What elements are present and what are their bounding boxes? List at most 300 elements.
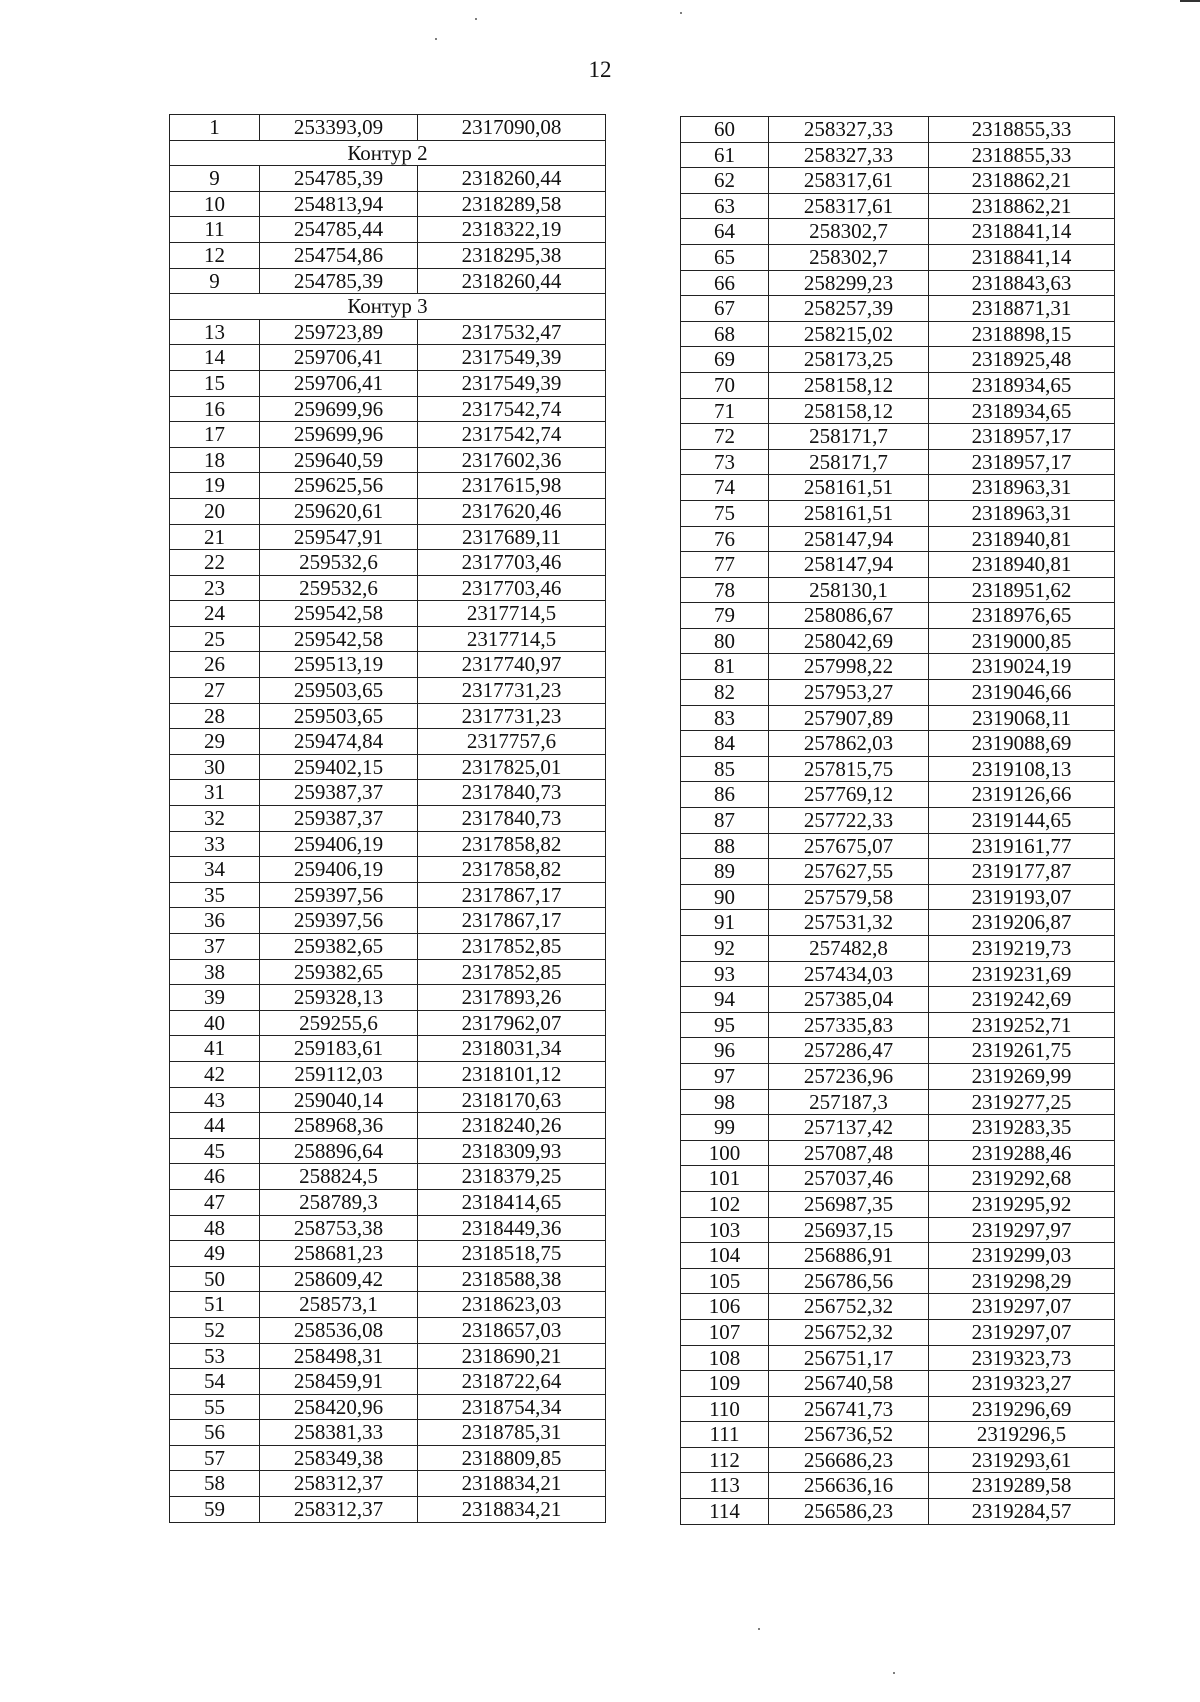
y-coordinate-cell: 2319193,07 [929,884,1115,910]
x-coordinate-cell: 254754,86 [260,242,418,268]
x-coordinate-cell: 257907,89 [769,705,929,731]
point-number-cell: 21 [170,524,260,550]
x-coordinate-cell: 257998,22 [769,654,929,680]
y-coordinate-cell: 2318963,31 [929,500,1115,526]
x-coordinate-cell: 259397,56 [260,882,418,908]
point-number-cell: 42 [170,1061,260,1087]
point-number-cell: 89 [681,859,769,885]
x-coordinate-cell: 258968,36 [260,1113,418,1139]
coordinates-table-left [169,114,606,1523]
x-coordinate-cell: 254785,44 [260,217,418,243]
table-row [170,1164,606,1190]
scan-speck [435,38,437,40]
x-coordinate-cell: 259513,19 [260,652,418,678]
y-coordinate-cell: 2319288,46 [929,1140,1115,1166]
table-row [170,550,606,576]
point-number-cell: 99 [681,1115,769,1141]
point-number-cell: 35 [170,882,260,908]
y-coordinate-cell: 2318518,75 [418,1241,606,1267]
x-coordinate-cell: 257675,07 [769,833,929,859]
table-row [170,1189,606,1215]
point-number-cell: 92 [681,936,769,962]
point-number-cell: 98 [681,1089,769,1115]
x-coordinate-cell: 259382,65 [260,959,418,985]
table-row [681,1371,1115,1397]
x-coordinate-cell: 258147,94 [769,552,929,578]
point-number-cell: 114 [681,1499,769,1525]
table-row [170,908,606,934]
point-number-cell: 28 [170,703,260,729]
x-coordinate-cell: 259387,37 [260,780,418,806]
y-coordinate-cell: 2318843,63 [929,270,1115,296]
y-coordinate-cell: 2317840,73 [418,780,606,806]
point-number-cell: 23 [170,575,260,601]
table-row [681,526,1115,552]
table-row [170,626,606,652]
y-coordinate-cell: 2318623,03 [418,1292,606,1318]
x-coordinate-cell: 258609,42 [260,1266,418,1292]
table-row [681,756,1115,782]
point-number-cell: 48 [170,1215,260,1241]
table-row [170,575,606,601]
y-coordinate-cell: 2318657,03 [418,1317,606,1343]
coordinates-table-right [680,116,1115,1525]
x-coordinate-cell: 259699,96 [260,422,418,448]
point-number-cell: 81 [681,654,769,680]
y-coordinate-cell: 2317852,85 [418,959,606,985]
point-number-cell: 15 [170,370,260,396]
table-row [170,1445,606,1471]
point-number-cell: 76 [681,526,769,552]
table-row [170,370,606,396]
point-number-cell: 67 [681,296,769,322]
y-coordinate-cell: 2319242,69 [929,987,1115,1013]
table-row [170,1138,606,1164]
point-number-cell: 1 [170,115,260,141]
point-number-cell: 27 [170,678,260,704]
x-coordinate-cell: 256786,56 [769,1268,929,1294]
x-coordinate-cell: 259406,19 [260,831,418,857]
point-number-cell: 105 [681,1268,769,1294]
table-row [170,652,606,678]
y-coordinate-cell: 2319219,73 [929,936,1115,962]
y-coordinate-cell: 2318862,21 [929,193,1115,219]
table-row [170,473,606,499]
point-number-cell: 102 [681,1191,769,1217]
y-coordinate-cell: 2318289,58 [418,191,606,217]
y-coordinate-cell: 2318414,65 [418,1189,606,1215]
point-number-cell: 30 [170,754,260,780]
table-row [681,347,1115,373]
y-coordinate-cell: 2319269,99 [929,1063,1115,1089]
point-number-cell: 79 [681,603,769,629]
y-coordinate-cell: 2317962,07 [418,1010,606,1036]
x-coordinate-cell: 259112,03 [260,1061,418,1087]
point-number-cell: 50 [170,1266,260,1292]
y-coordinate-cell: 2317893,26 [418,985,606,1011]
y-coordinate-cell: 2317858,82 [418,831,606,857]
x-coordinate-cell: 258349,38 [260,1445,418,1471]
point-number-cell: 22 [170,550,260,576]
x-coordinate-cell: 259699,96 [260,396,418,422]
point-number-cell: 14 [170,345,260,371]
table-row [681,1191,1115,1217]
point-number-cell: 39 [170,985,260,1011]
y-coordinate-cell: 2319277,25 [929,1089,1115,1115]
x-coordinate-cell: 259547,91 [260,524,418,550]
point-number-cell: 94 [681,987,769,1013]
point-number-cell: 106 [681,1294,769,1320]
y-coordinate-cell: 2318940,81 [929,552,1115,578]
point-number-cell: 87 [681,808,769,834]
table-row [170,447,606,473]
scan-speck [475,18,477,20]
y-coordinate-cell: 2317867,17 [418,908,606,934]
table-row [170,857,606,883]
point-number-cell: 37 [170,934,260,960]
y-coordinate-cell: 2318809,85 [418,1445,606,1471]
point-number-cell: 95 [681,1012,769,1038]
table-row [170,601,606,627]
y-coordinate-cell: 2318940,81 [929,526,1115,552]
y-coordinate-cell: 2317532,47 [418,319,606,345]
x-coordinate-cell: 259532,6 [260,575,418,601]
point-number-cell: 60 [681,117,769,143]
point-number-cell: 97 [681,1063,769,1089]
point-number-cell: 40 [170,1010,260,1036]
table-row [681,1038,1115,1064]
table-row [170,754,606,780]
table-row [681,577,1115,603]
point-number-cell: 113 [681,1473,769,1499]
x-coordinate-cell: 258147,94 [769,526,929,552]
y-coordinate-cell: 2318862,21 [929,168,1115,194]
table-row [681,961,1115,987]
x-coordinate-cell: 259397,56 [260,908,418,934]
point-number-cell: 11 [170,217,260,243]
x-coordinate-cell: 259503,65 [260,703,418,729]
point-number-cell: 26 [170,652,260,678]
point-number-cell: 46 [170,1164,260,1190]
point-number-cell: 9 [170,268,260,294]
y-coordinate-cell: 2319297,07 [929,1294,1115,1320]
table-row [681,500,1115,526]
y-coordinate-cell: 2319295,92 [929,1191,1115,1217]
x-coordinate-cell: 257627,55 [769,859,929,885]
table-row [681,193,1115,219]
y-coordinate-cell: 2319108,13 [929,756,1115,782]
point-number-cell: 56 [170,1420,260,1446]
point-number-cell: 53 [170,1343,260,1369]
y-coordinate-cell: 2317858,82 [418,857,606,883]
table-row [170,217,606,243]
y-coordinate-cell: 2318754,34 [418,1394,606,1420]
y-coordinate-cell: 2318031,34 [418,1036,606,1062]
point-number-cell: 85 [681,756,769,782]
y-coordinate-cell: 2318871,31 [929,296,1115,322]
point-number-cell: 13 [170,319,260,345]
y-coordinate-cell: 2317825,01 [418,754,606,780]
x-coordinate-cell: 259542,58 [260,601,418,627]
x-coordinate-cell: 257286,47 [769,1038,929,1064]
y-coordinate-cell: 2319296,5 [929,1422,1115,1448]
x-coordinate-cell: 259706,41 [260,345,418,371]
point-number-cell: 72 [681,424,769,450]
table-row [170,422,606,448]
point-number-cell: 78 [681,577,769,603]
table-row [681,1473,1115,1499]
point-number-cell: 17 [170,422,260,448]
x-coordinate-cell: 256586,23 [769,1499,929,1525]
point-number-cell: 64 [681,219,769,245]
x-coordinate-cell: 259706,41 [260,370,418,396]
x-coordinate-cell: 256741,73 [769,1396,929,1422]
y-coordinate-cell: 2317731,23 [418,678,606,704]
y-coordinate-cell: 2318260,44 [418,268,606,294]
table-row [681,244,1115,270]
x-coordinate-cell: 259040,14 [260,1087,418,1113]
point-number-cell: 71 [681,398,769,424]
y-coordinate-cell: 2318722,64 [418,1369,606,1395]
y-coordinate-cell: 2317615,98 [418,473,606,499]
table-row [170,934,606,960]
y-coordinate-cell: 2317867,17 [418,882,606,908]
x-coordinate-cell: 258498,31 [260,1343,418,1369]
table-row [681,321,1115,347]
point-number-cell: 47 [170,1189,260,1215]
y-coordinate-cell: 2319126,66 [929,782,1115,808]
x-coordinate-cell: 257815,75 [769,756,929,782]
table-row [681,884,1115,910]
table-row [170,780,606,806]
y-coordinate-cell: 2317852,85 [418,934,606,960]
x-coordinate-cell: 258215,02 [769,321,929,347]
y-coordinate-cell: 2317757,6 [418,729,606,755]
table-row [170,678,606,704]
table-row [681,475,1115,501]
table-row [681,987,1115,1013]
x-coordinate-cell: 258896,64 [260,1138,418,1164]
table-row [681,449,1115,475]
y-coordinate-cell: 2319297,07 [929,1319,1115,1345]
y-coordinate-cell: 2318898,15 [929,321,1115,347]
table-row [681,1345,1115,1371]
table-row [170,1317,606,1343]
y-coordinate-cell: 2319144,65 [929,808,1115,834]
point-number-cell: 101 [681,1166,769,1192]
table-row [170,806,606,832]
y-coordinate-cell: 2317731,23 [418,703,606,729]
point-number-cell: 88 [681,833,769,859]
x-coordinate-cell: 258459,91 [260,1369,418,1395]
y-coordinate-cell: 2318957,17 [929,449,1115,475]
table-row [170,1113,606,1139]
x-coordinate-cell: 256987,35 [769,1191,929,1217]
point-number-cell: 32 [170,806,260,832]
x-coordinate-cell: 259625,56 [260,473,418,499]
x-coordinate-cell: 258158,12 [769,372,929,398]
table-row [681,1140,1115,1166]
y-coordinate-cell: 2318240,26 [418,1113,606,1139]
table-row [681,1319,1115,1345]
y-coordinate-cell: 2317703,46 [418,550,606,576]
table-row [681,1115,1115,1141]
table-row [681,372,1115,398]
x-coordinate-cell: 259474,84 [260,729,418,755]
x-coordinate-cell: 257335,83 [769,1012,929,1038]
y-coordinate-cell: 2318855,33 [929,117,1115,143]
point-number-cell: 54 [170,1369,260,1395]
point-number-cell: 38 [170,959,260,985]
contour-header-row [170,140,606,166]
x-coordinate-cell: 259382,65 [260,934,418,960]
x-coordinate-cell: 258161,51 [769,500,929,526]
x-coordinate-cell: 259640,59 [260,447,418,473]
table-row [681,680,1115,706]
point-number-cell: 55 [170,1394,260,1420]
x-coordinate-cell: 254813,94 [260,191,418,217]
point-number-cell: 112 [681,1447,769,1473]
y-coordinate-cell: 2318449,36 [418,1215,606,1241]
table-row [170,1087,606,1113]
point-number-cell: 90 [681,884,769,910]
point-number-cell: 59 [170,1497,260,1523]
x-coordinate-cell: 258327,33 [769,142,929,168]
y-coordinate-cell: 2317090,08 [418,115,606,141]
point-number-cell: 65 [681,244,769,270]
scan-speck [758,1628,760,1630]
contour-header-row [170,294,606,320]
x-coordinate-cell: 258420,96 [260,1394,418,1420]
table-row [681,270,1115,296]
x-coordinate-cell: 257037,46 [769,1166,929,1192]
x-coordinate-cell: 259620,61 [260,498,418,524]
x-coordinate-cell: 258317,61 [769,193,929,219]
contour-label: Контур 3 [170,294,606,320]
x-coordinate-cell: 257862,03 [769,731,929,757]
table-row [681,1166,1115,1192]
table-row [681,859,1115,885]
y-coordinate-cell: 2319299,03 [929,1243,1115,1269]
point-number-cell: 100 [681,1140,769,1166]
table-row [170,1215,606,1241]
table-row [681,833,1115,859]
point-number-cell: 19 [170,473,260,499]
point-number-cell: 93 [681,961,769,987]
x-coordinate-cell: 259406,19 [260,857,418,883]
point-number-cell: 96 [681,1038,769,1064]
point-number-cell: 69 [681,347,769,373]
y-coordinate-cell: 2319206,87 [929,910,1115,936]
y-coordinate-cell: 2318588,38 [418,1266,606,1292]
table-row [681,782,1115,808]
y-coordinate-cell: 2318934,65 [929,398,1115,424]
x-coordinate-cell: 257482,8 [769,936,929,962]
table-row [170,319,606,345]
x-coordinate-cell: 258302,7 [769,219,929,245]
table-row [170,396,606,422]
table-row [681,936,1115,962]
x-coordinate-cell: 257385,04 [769,987,929,1013]
x-coordinate-cell: 256736,52 [769,1422,929,1448]
x-coordinate-cell: 258381,33 [260,1420,418,1446]
point-number-cell: 110 [681,1396,769,1422]
point-number-cell: 49 [170,1241,260,1267]
table-row [681,1447,1115,1473]
table-row [681,654,1115,680]
table-row [170,729,606,755]
table-row [170,1292,606,1318]
point-number-cell: 84 [681,731,769,757]
y-coordinate-cell: 2319177,87 [929,859,1115,885]
x-coordinate-cell: 257434,03 [769,961,929,987]
table-row [170,242,606,268]
point-number-cell: 103 [681,1217,769,1243]
y-coordinate-cell: 2319284,57 [929,1499,1115,1525]
table-row [170,498,606,524]
x-coordinate-cell: 259255,6 [260,1010,418,1036]
y-coordinate-cell: 2319298,29 [929,1268,1115,1294]
x-coordinate-cell: 259542,58 [260,626,418,652]
y-coordinate-cell: 2319046,66 [929,680,1115,706]
table-row [681,1063,1115,1089]
point-number-cell: 52 [170,1317,260,1343]
point-number-cell: 73 [681,449,769,475]
point-number-cell: 68 [681,321,769,347]
x-coordinate-cell: 257769,12 [769,782,929,808]
point-number-cell: 75 [681,500,769,526]
y-coordinate-cell: 2318295,38 [418,242,606,268]
table-row [681,1089,1115,1115]
point-number-cell: 45 [170,1138,260,1164]
x-coordinate-cell: 259532,6 [260,550,418,576]
y-coordinate-cell: 2318934,65 [929,372,1115,398]
y-coordinate-cell: 2318925,48 [929,347,1115,373]
table-row [170,524,606,550]
x-coordinate-cell: 257531,32 [769,910,929,936]
y-coordinate-cell: 2319292,68 [929,1166,1115,1192]
table-row [681,705,1115,731]
point-number-cell: 83 [681,705,769,731]
x-coordinate-cell: 258042,69 [769,628,929,654]
table-row [681,398,1115,424]
page-number: 12 [588,57,612,82]
table-row [681,552,1115,578]
point-number-cell: 44 [170,1113,260,1139]
x-coordinate-cell: 256937,15 [769,1217,929,1243]
table-row [681,1268,1115,1294]
table-row [170,1343,606,1369]
table-row [170,268,606,294]
x-coordinate-cell: 258573,1 [260,1292,418,1318]
point-number-cell: 29 [170,729,260,755]
point-number-cell: 104 [681,1243,769,1269]
x-coordinate-cell: 258327,33 [769,117,929,143]
y-coordinate-cell: 2317602,36 [418,447,606,473]
table-row [681,1294,1115,1320]
table-row [681,1396,1115,1422]
point-number-cell: 82 [681,680,769,706]
table-row [681,219,1115,245]
table-row [170,1010,606,1036]
table-row [170,1061,606,1087]
x-coordinate-cell: 257137,42 [769,1115,929,1141]
point-number-cell: 33 [170,831,260,857]
point-number-cell: 62 [681,168,769,194]
y-coordinate-cell: 2319323,73 [929,1345,1115,1371]
x-coordinate-cell: 259723,89 [260,319,418,345]
y-coordinate-cell: 2319297,97 [929,1217,1115,1243]
